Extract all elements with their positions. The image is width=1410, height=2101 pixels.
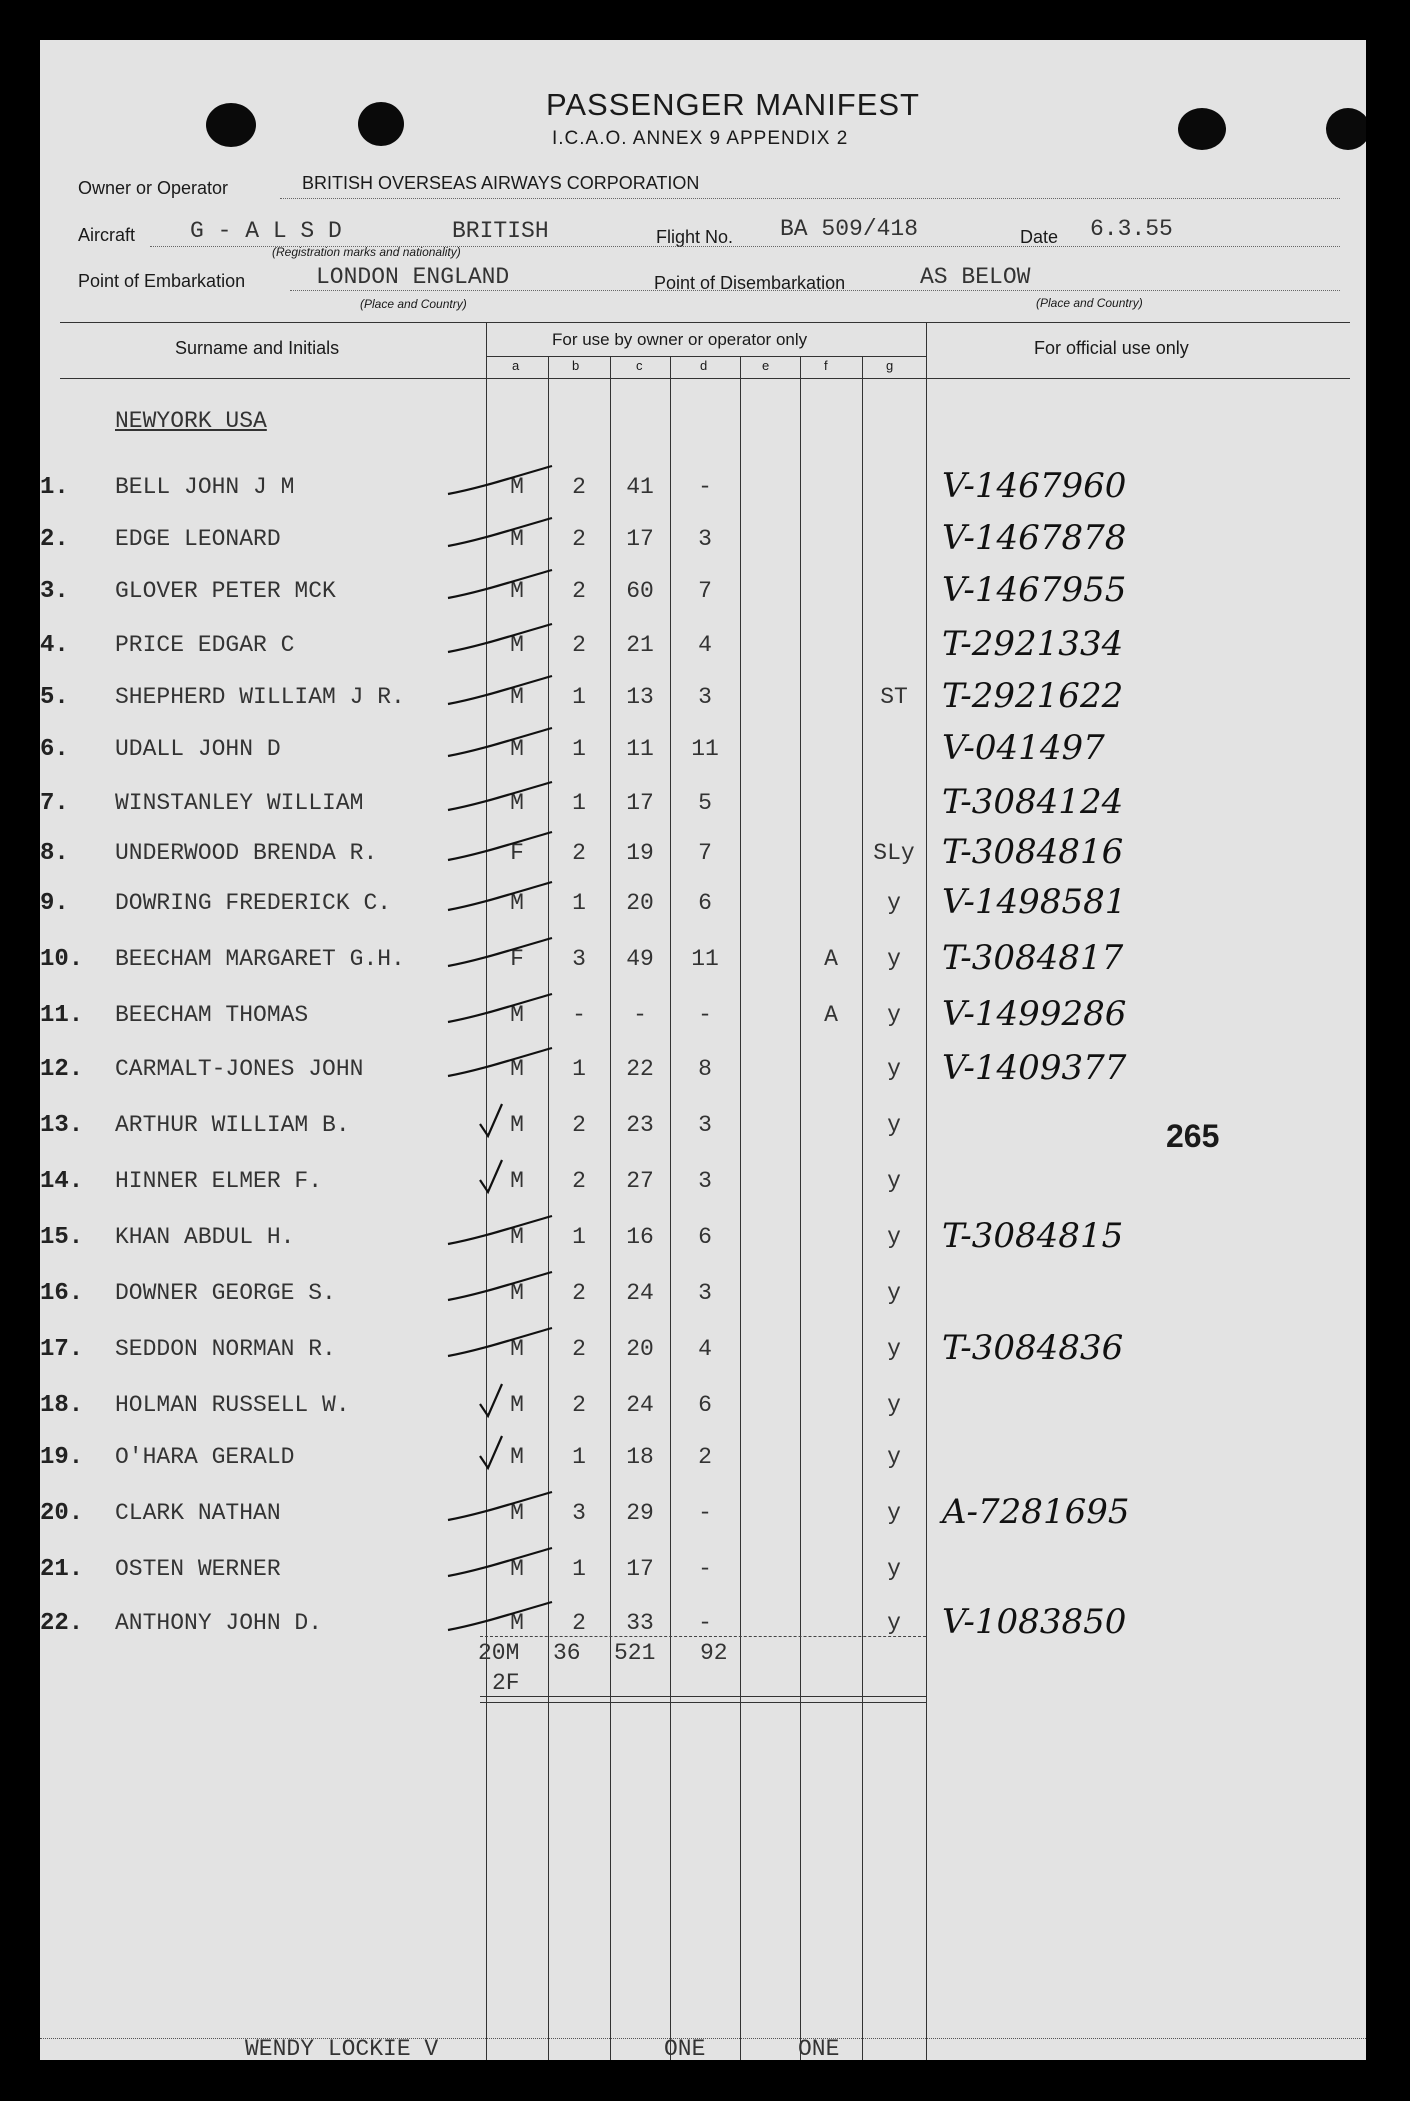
page-title: PASSENGER MANIFEST [546, 87, 920, 122]
cell-a-sex: M [510, 1392, 524, 1418]
official-number: T-2921622 [942, 676, 1124, 716]
official-number: T-3084815 [942, 1216, 1124, 1256]
cell-b: 1 [572, 1444, 586, 1470]
destination-heading: NEWYORK USA [115, 408, 267, 434]
cell-d: 3 [698, 1112, 712, 1138]
cell-a-sex: M [510, 890, 524, 916]
flight-value: BA 509/418 [780, 216, 919, 242]
row-number: 3. [40, 578, 69, 605]
cell-a-sex: M [510, 736, 524, 762]
official-number: T-2921334 [942, 624, 1124, 664]
page-of-value: ONE [798, 2036, 840, 2060]
cell-b: 1 [572, 736, 586, 762]
cell-c: 18 [626, 1444, 654, 1470]
passenger-name: CARMALT-JONES JOHN [115, 1056, 364, 1082]
col-official-header: For official use only [1034, 338, 1189, 358]
cell-d: 5 [698, 790, 712, 816]
check-mark-icon [440, 1266, 560, 1316]
cell-b: 3 [572, 946, 586, 972]
cell-a-sex: M [510, 1112, 524, 1138]
cell-d: 3 [698, 1168, 712, 1194]
official-number: T-3084816 [942, 832, 1124, 872]
cell-a-sex: M [510, 578, 524, 604]
subcol-b: b [572, 358, 580, 373]
cell-d: - [698, 1610, 712, 1636]
row-number: 20. [40, 1500, 84, 1527]
passenger-name: SHEPHERD WILLIAM J R. [115, 684, 405, 710]
check-mark-icon [440, 932, 560, 982]
row-number: 21. [40, 1556, 84, 1583]
col-owner-header: For use by owner or operator only [552, 330, 808, 349]
passenger-name: O'HARA GERALD [115, 1444, 295, 1470]
cell-c: 41 [626, 474, 654, 500]
passenger-name: SEDDON NORMAN R. [115, 1336, 336, 1362]
cell-a-sex: M [510, 1556, 524, 1582]
check-mark-icon [440, 988, 560, 1038]
owner-value: BRITISH OVERSEAS AIRWAYS CORPORATION [302, 173, 700, 193]
official-number: V-1499286 [942, 994, 1127, 1034]
owner-label: Owner or Operator [78, 178, 229, 198]
cell-b: 1 [572, 790, 586, 816]
check-mark-icon [440, 1378, 560, 1428]
row-number: 17. [40, 1336, 84, 1363]
cell-a-sex: M [510, 1056, 524, 1082]
subcol-c: c [636, 358, 643, 373]
cell-b: 2 [572, 1112, 586, 1138]
cell-b: 2 [572, 840, 586, 866]
registration-note: (Registration marks and nationality) [272, 245, 461, 259]
cell-a-sex: M [510, 474, 524, 500]
cell-g: y [887, 1500, 901, 1526]
dotted-rule [280, 198, 1340, 199]
official-number: T-3084817 [942, 938, 1124, 978]
check-mark-icon [440, 776, 560, 826]
cell-c: 49 [626, 946, 654, 972]
check-mark-icon [440, 826, 560, 876]
cell-a-sex: M [510, 1280, 524, 1306]
cell-g: y [887, 1336, 901, 1362]
official-number: V-1467955 [942, 570, 1127, 610]
cell-g: y [887, 946, 901, 972]
passenger-name: GLOVER PETER MCK [115, 578, 336, 604]
cell-b: 1 [572, 890, 586, 916]
passenger-name: DOWNER GEORGE S. [115, 1280, 336, 1306]
column-rule [862, 356, 863, 2060]
check-mark-icon [440, 618, 560, 668]
manifest-sheet [40, 40, 1366, 2060]
official-number: V-1498581 [942, 882, 1127, 922]
row-number: 7. [40, 790, 69, 817]
cell-a-sex: M [510, 1224, 524, 1250]
total-b: 36 [553, 1640, 581, 1666]
cell-g: SLy [873, 840, 915, 866]
prepared-by-value: WENDY LOCKIE V [245, 2036, 439, 2060]
passenger-name: UDALL JOHN D [115, 736, 281, 762]
cell-d: 2 [698, 1444, 712, 1470]
dotted-rule [150, 246, 1340, 247]
check-mark-icon [440, 670, 560, 720]
cell-g: y [887, 890, 901, 916]
totals-dashed-rule [480, 1636, 926, 1637]
cell-c: 60 [626, 578, 654, 604]
cell-b: 3 [572, 1500, 586, 1526]
subcolumn-rule [486, 356, 926, 357]
header-bottom-rule [60, 378, 1350, 379]
subcol-a: a [512, 358, 520, 373]
aircraft-label: Aircraft [78, 225, 136, 245]
passenger-name: OSTEN WERNER [115, 1556, 281, 1582]
cell-b: 2 [572, 474, 586, 500]
cell-d: 7 [698, 840, 712, 866]
cell-b: 2 [572, 1392, 586, 1418]
total-d: 92 [700, 1640, 728, 1666]
row-number: 12. [40, 1056, 84, 1083]
cell-b: - [572, 1002, 586, 1028]
cell-a-sex: M [510, 1500, 524, 1526]
passenger-name: KHAN ABDUL H. [115, 1224, 295, 1250]
passenger-name: CLARK NATHAN [115, 1500, 281, 1526]
total-a-female: 2F [492, 1670, 520, 1696]
passenger-name: BELL JOHN J M [115, 474, 295, 500]
cell-a-sex: M [510, 1168, 524, 1194]
cell-b: 2 [572, 632, 586, 658]
cell-d: 11 [691, 946, 719, 972]
check-mark-icon [440, 1430, 560, 1480]
cell-g: y [887, 1112, 901, 1138]
cell-d: 6 [698, 1224, 712, 1250]
passenger-name: DOWRING FREDERICK C. [115, 890, 392, 916]
cell-a-sex: F [510, 840, 524, 866]
cell-b: 1 [572, 1056, 586, 1082]
check-mark-icon [440, 1210, 560, 1260]
disembarkation-value: AS BELOW [920, 264, 1031, 290]
column-rule [800, 356, 801, 2060]
cell-a-sex: M [510, 790, 524, 816]
page-subtitle: I.C.A.O. ANNEX 9 APPENDIX 2 [552, 128, 849, 149]
column-rule [610, 356, 611, 2060]
row-number: 18. [40, 1392, 84, 1419]
check-mark-icon [440, 1322, 560, 1372]
row-number: 2. [40, 526, 69, 553]
cell-d: 3 [698, 1280, 712, 1306]
cell-c: 20 [626, 890, 654, 916]
cell-c: 27 [626, 1168, 654, 1194]
cell-a-sex: M [510, 684, 524, 710]
col-surname-header: Surname and Initials [175, 338, 340, 358]
cell-c: 11 [626, 736, 654, 762]
official-number: A-7281695 [942, 1492, 1130, 1532]
cell-c: 13 [626, 684, 654, 710]
row-number: 15. [40, 1224, 84, 1251]
check-mark-icon [440, 1542, 560, 1592]
embarkation-label: Point of Embarkation [78, 271, 246, 291]
cell-a-sex: M [510, 1444, 524, 1470]
cell-c: 17 [626, 790, 654, 816]
totals-double-rule [480, 1702, 926, 1703]
disembarkation-label: Point of Disembarkation [654, 273, 846, 293]
cell-d: 3 [698, 684, 712, 710]
embarkation-value: LONDON ENGLAND [316, 264, 510, 290]
cell-g: y [887, 1556, 901, 1582]
cell-b: 2 [572, 1336, 586, 1362]
cell-g: y [887, 1392, 901, 1418]
punch-hole [1326, 108, 1366, 150]
column-rule [670, 356, 671, 2060]
punch-hole [358, 102, 404, 146]
check-mark-icon [440, 1042, 560, 1092]
row-number: 14. [40, 1168, 84, 1195]
row-number: 11. [40, 1002, 84, 1029]
official-number: V-1467960 [942, 466, 1127, 506]
cell-b: 2 [572, 578, 586, 604]
column-rule [926, 322, 927, 2060]
row-number: 13. [40, 1112, 84, 1139]
cell-d: - [698, 1500, 712, 1526]
cell-g: y [887, 1280, 901, 1306]
passenger-name: HINNER ELMER F. [115, 1168, 323, 1194]
row-number: 19. [40, 1444, 84, 1471]
row-number: 10. [40, 946, 84, 973]
passenger-name: BEECHAM MARGARET G.H. [115, 946, 405, 972]
cell-g: y [887, 1444, 901, 1470]
column-rule [740, 356, 741, 2060]
cell-d: 6 [698, 1392, 712, 1418]
cell-g: y [887, 1056, 901, 1082]
row-number: 16. [40, 1280, 84, 1307]
cell-g: y [887, 1002, 901, 1028]
flight-label: Flight No. [656, 227, 734, 247]
cell-c: 17 [626, 1556, 654, 1582]
date-value: 6.3.55 [1090, 216, 1173, 242]
cell-d: 11 [691, 736, 719, 762]
cell-b: 2 [572, 1168, 586, 1194]
embarkation-note: (Place and Country) [360, 297, 467, 311]
row-number: 5. [40, 684, 69, 711]
cell-b: 2 [572, 1280, 586, 1306]
subcol-g: g [886, 358, 894, 373]
subcol-e: e [762, 358, 770, 373]
official-number: T-3084836 [942, 1328, 1124, 1368]
cell-g: y [887, 1610, 901, 1636]
total-a-male: 20M [478, 1640, 520, 1666]
official-number: V-1083850 [942, 1602, 1127, 1642]
cell-a-sex: F [510, 946, 524, 972]
aircraft-nationality: BRITISH [452, 218, 549, 244]
page-value: ONE [664, 2036, 706, 2060]
cell-c: 29 [626, 1500, 654, 1526]
cell-a-sex: M [510, 1002, 524, 1028]
row-number: 9. [40, 890, 69, 917]
cell-c: 22 [626, 1056, 654, 1082]
cell-a-sex: M [510, 1336, 524, 1362]
passenger-name: UNDERWOOD BRENDA R. [115, 840, 378, 866]
cell-c: 17 [626, 526, 654, 552]
cell-d: 7 [698, 578, 712, 604]
date-label: Date [1020, 227, 1059, 247]
cell-c: 33 [626, 1610, 654, 1636]
cell-c: 23 [626, 1112, 654, 1138]
disembarkation-note: (Place and Country) [1036, 296, 1143, 310]
passenger-name: HOLMAN RUSSELL W. [115, 1392, 350, 1418]
passenger-name: PRICE EDGAR C [115, 632, 295, 658]
cell-b: 1 [572, 1224, 586, 1250]
cell-d: 6 [698, 890, 712, 916]
row-number: 8. [40, 840, 69, 867]
cell-g: y [887, 1168, 901, 1194]
punch-hole [1178, 108, 1226, 150]
cell-c: 24 [626, 1392, 654, 1418]
cell-d: 4 [698, 1336, 712, 1362]
totals-double-rule [480, 1696, 926, 1697]
row-number: 4. [40, 632, 69, 659]
total-c: 521 [614, 1640, 656, 1666]
cell-d: - [698, 474, 712, 500]
passenger-name: BEECHAM THOMAS [115, 1002, 309, 1028]
cell-b: 1 [572, 1556, 586, 1582]
passenger-name: ANTHONY JOHN D. [115, 1610, 323, 1636]
passenger-name: EDGE LEONARD [115, 526, 281, 552]
cell-f: A [824, 1002, 838, 1028]
cell-b: 2 [572, 1610, 586, 1636]
official-number: T-3084124 [942, 782, 1124, 822]
check-mark-icon [440, 1098, 560, 1148]
row-number: 22. [40, 1610, 84, 1637]
check-mark-icon [440, 564, 560, 614]
cell-g: ST [880, 684, 908, 710]
check-mark-icon [440, 876, 560, 926]
subcol-d: d [700, 358, 708, 373]
cell-d: 3 [698, 526, 712, 552]
cell-d: 8 [698, 1056, 712, 1082]
punch-hole [206, 103, 256, 147]
cell-b: 1 [572, 684, 586, 710]
cell-a-sex: M [510, 526, 524, 552]
dotted-rule [290, 290, 1340, 291]
official-number: V-1409377 [942, 1048, 1127, 1088]
cell-c: 19 [626, 840, 654, 866]
cell-d: - [698, 1002, 712, 1028]
cell-b: 2 [572, 526, 586, 552]
check-mark-icon [440, 722, 560, 772]
check-mark-icon [440, 512, 560, 562]
cell-d: 4 [698, 632, 712, 658]
row-number: 6. [40, 736, 69, 763]
cell-c: 16 [626, 1224, 654, 1250]
row-number: 1. [40, 474, 69, 501]
check-mark-icon [440, 1486, 560, 1536]
cell-c: - [633, 1002, 647, 1028]
check-mark-icon [440, 1154, 560, 1204]
aircraft-value: G - A L S D [190, 218, 342, 244]
margin-number: 265 [1166, 1118, 1220, 1154]
passenger-name: WINSTANLEY WILLIAM [115, 790, 364, 816]
cell-g: y [887, 1224, 901, 1250]
check-mark-icon [440, 1596, 560, 1646]
table-top-rule [60, 322, 1350, 323]
check-mark-icon [440, 460, 560, 510]
cell-c: 21 [626, 632, 654, 658]
cell-d: - [698, 1556, 712, 1582]
official-number: V-041497 [942, 728, 1105, 768]
official-number: V-1467878 [942, 518, 1127, 558]
cell-c: 20 [626, 1336, 654, 1362]
cell-c: 24 [626, 1280, 654, 1306]
subcol-f: f [824, 358, 828, 373]
cell-a-sex: M [510, 1610, 524, 1636]
cell-a-sex: M [510, 632, 524, 658]
passenger-name: ARTHUR WILLIAM B. [115, 1112, 350, 1138]
cell-f: A [824, 946, 838, 972]
